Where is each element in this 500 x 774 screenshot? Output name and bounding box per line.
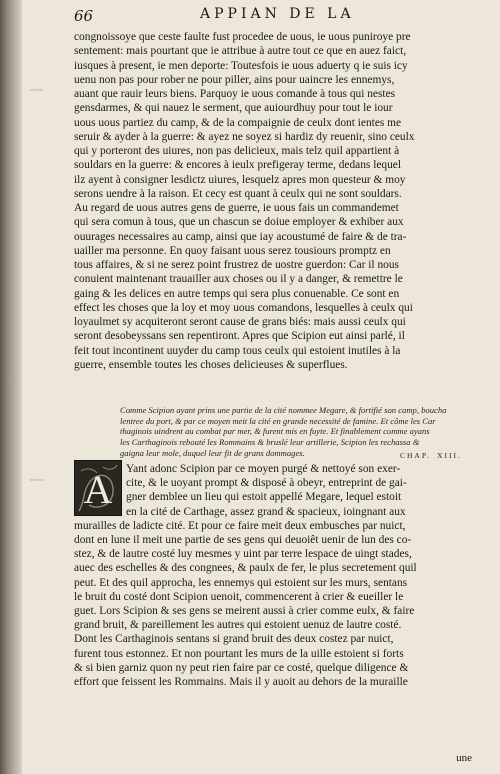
bleed-through-mark: ≈≈≈≈	[30, 88, 44, 94]
text-line: guerre, ensemble toutes les choses delicieuses & superflues.	[74, 358, 348, 371]
text-line: ouurages necessaires au camp, ainsi que iay acoustumé de faire & de tra-	[74, 230, 407, 243]
text-line: seront desobeyssans sen repentiront. Apres que Scipion eut ainsi parlé, il	[74, 330, 405, 343]
text-line: dont en lune il meit une partie de ses gens qui deuoiêt uenir de lun des co-	[74, 534, 412, 547]
text-line: grand bruit, & pareillement les autres qui estoient uenuz de lautre costé.	[74, 619, 402, 632]
chapter-label	[400, 451, 468, 460]
chapter-prefix: CHAP.	[400, 451, 432, 460]
text-line: effect les choses que la loy et moy uous comandons, lesquelles à ceulx qui	[74, 301, 413, 314]
text-line: qui sera comun à tous, que un chascun se doiue employer & exhiber aux	[74, 216, 404, 229]
running-head: APPIAN DE LA	[200, 6, 355, 22]
text-line: & si bien garniz quon ny peut rien faire par ce costé, quelque diligence &	[74, 661, 409, 674]
text-line: seruir & ayder à la guerre: & ayez ne soyez si hardiz dy reuenir, sino ceulx	[74, 130, 415, 143]
text-line: lentree du port, & par ce moyen meit la cité en grande necessité de famine. Et côme les Car	[120, 415, 436, 426]
text-line: Comme Scipion ayant prins une partie de la cité nommee Megare, & fortifié son camp, boucha	[120, 405, 447, 415]
text-line: gensdarmes, & qui nauez le serment, que auiourdhuy pour tout le iour	[74, 102, 393, 115]
text-line: thaginois uindrent au combat par mer, & furent mis en fuyte. Et finablement comme ayans	[120, 426, 430, 437]
text-line: feit tout incontinent uuyder du camp tous ceulx qui estoient inutiles à la	[74, 344, 401, 357]
text-line: Yant adonc Scipion par ce moyen purgé & nettoyé son exer-	[126, 463, 401, 475]
paragraph-1	[74, 30, 484, 372]
text-line: effort que feissent les Rommains. Mais il y auoit au dehors de la muraille	[74, 676, 408, 689]
text-line: tous affaires, & si ne serez point frustrez de uostre guerdon: Car il nous	[74, 259, 399, 271]
paragraph-2	[74, 462, 484, 689]
text-line: gaigna leur mole, duquel leur fit de grans dommages.	[120, 447, 305, 458]
text-line: guet. Lors Scipion & ses gens se meirent aussi à crier comme eulx, & faire	[74, 605, 415, 618]
text-line: uailler ma personne. En quoy faisant uous serez tousiours promptz en	[74, 244, 391, 257]
text-line: auant que rauir leurs biens. Parquoy ie uous comande à tous qui nestes	[74, 88, 396, 100]
text-line: iusques à present, ie men deporte: Toutesfois ie uous aduerty q ie suis icy	[74, 59, 408, 72]
text-line: uous uous partiez du camp, & de la compaignie de ceulx dont ientes me	[74, 116, 402, 129]
page-header	[70, 6, 490, 28]
text-line: furent tous estonnez. Et non pourtant les murs de la uille estoient si forts	[74, 647, 404, 660]
text-line: auec des eschelles & des congnees, & paulx de fer, le plus secretement quil	[74, 562, 417, 575]
text-line: sentement: mais pourtant que ie attribue à autre tout ce que en auez faict,	[74, 45, 407, 58]
text-line: les Carthaginois rebouté les Rommains & bruslé leur artillerie, Scipion les rechassa &	[120, 437, 420, 448]
text-line: Dont les Carthaginois sentans si grand bruit des deux costez par nuict,	[74, 633, 394, 646]
page-number: 66	[74, 7, 94, 25]
text-line: uenu non pas pour rober ne pour piller, ains pour uaincre les ennemys,	[74, 73, 395, 86]
text-line: cite, & le uoyant prompt & disposé à obeyr, entreprint de gai-	[126, 477, 407, 490]
text-line: loyaulmet sy acquiteront seront cause de grans biés: mais aussi ceulx qui	[74, 316, 406, 328]
bleed-through-mark: ≈≈≈≈	[30, 478, 44, 484]
text-line: peut. Et des quil approcha, les ennemys qui estoient sur les murs, sentans	[74, 576, 408, 589]
text-line: le bruit du costé dont Scipion uenoit, commencerent à crier & eueiller le	[74, 590, 404, 603]
chapter-number: XIII.	[437, 451, 462, 460]
text-line: gner demblee un lieu qui estoit appellé Megare, lequel estoit	[126, 491, 402, 504]
text-line: ilz ayent à consigner lesdictz uiures, lesquelz apres mon questeur & moy	[74, 173, 406, 186]
text-line: gaing & les delices en autre temps qui sera plus conuenable. Ce sont en	[74, 287, 400, 300]
text-line: murailles de ladicte cité. Et pour ce faire meit deux embusches par nuict,	[74, 519, 406, 532]
text-line: conuient maintenant trauailler aux choses ou il y a danger, & remettre le	[74, 273, 403, 286]
text-line: en la cité de Carthage, assez grand & spacieux, ioingnant aux	[126, 505, 406, 518]
text-line: serons uendre à la raison. Et cecy est quant à ceulx qui ne sont souldars.	[74, 187, 402, 200]
page-gutter-shadow	[0, 0, 22, 774]
text-line: qui y porteront des uiures, non pas delicieux, mais telz quil appartient à	[74, 145, 400, 157]
text-line: stez, & de lautre costé luy mesmes y uint par terre lespace de uingt stades,	[74, 548, 412, 561]
text-line: congnoissoye que ceste faulte fust procedee de uous, ie uous puniroye pre	[74, 31, 411, 43]
initial-glyph: A	[83, 467, 113, 512]
text-line: Au regard de uous autres gens de guerre, ie uous fais un commandemet	[74, 202, 399, 214]
text-line: souldars en la guerre: & encores à ieulx prefigeray terme, dedans lequel	[74, 159, 402, 172]
catchword: une	[456, 752, 472, 764]
